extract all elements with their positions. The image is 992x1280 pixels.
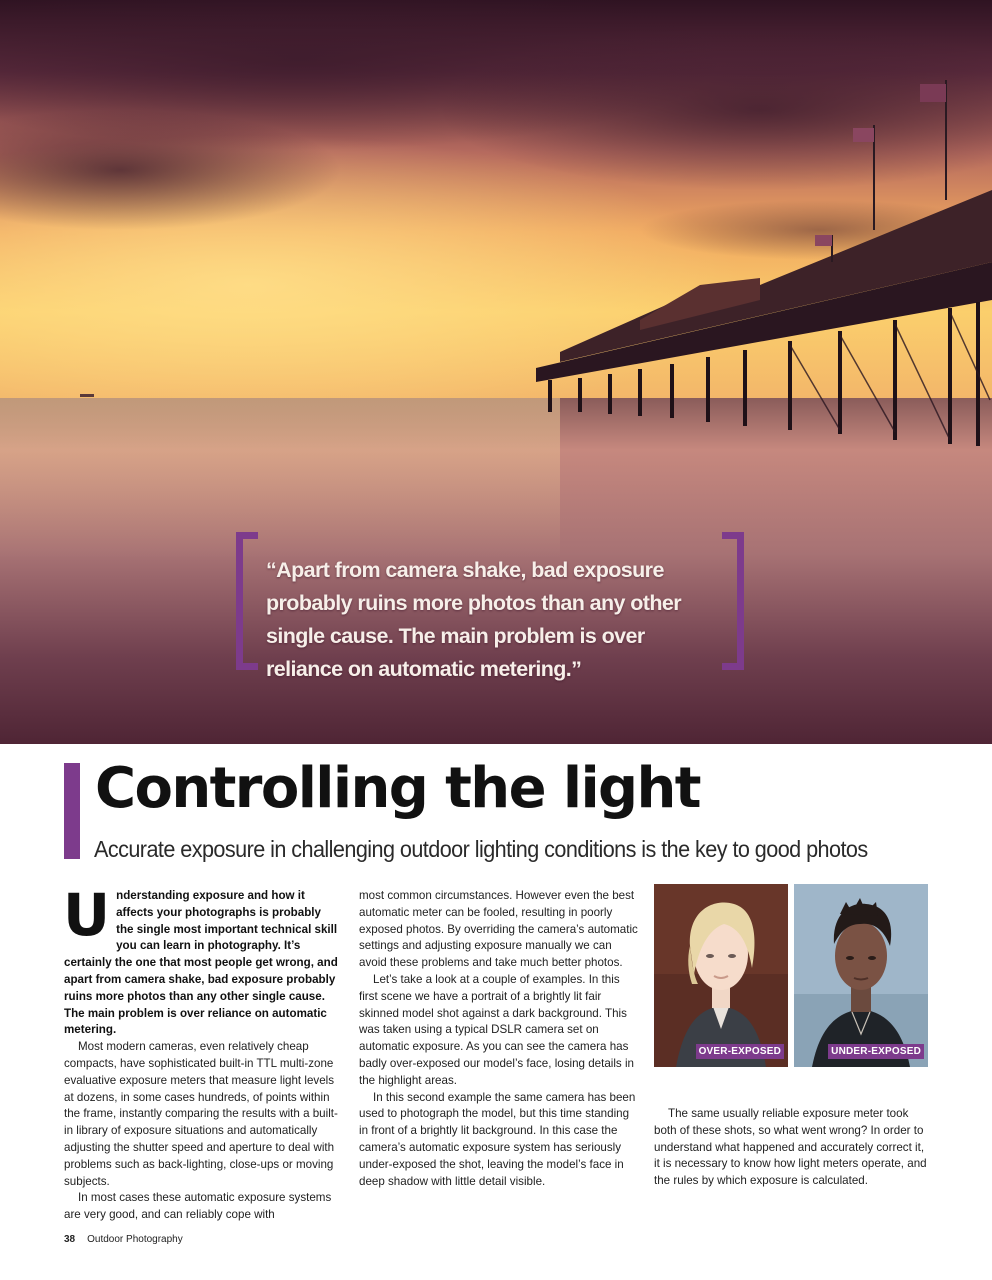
portrait-under-exposed-image: [794, 884, 928, 1067]
over-exposed-label: OVER-EXPOSED: [696, 1044, 784, 1059]
drop-cap: U: [63, 881, 111, 949]
quote-bracket-left: [236, 532, 258, 670]
article-title: Controlling the light: [95, 756, 700, 821]
page-number: 38: [64, 1234, 76, 1245]
article-standfirst: Accurate exposure in challenging outdoor lighting conditions is the key to good photos: [94, 836, 868, 862]
paragraph: In this second example the same camera has been used to photograph the model, but this time standing in front of a brightly lit background. In this case the camera’s automatic exposure system has seriously under-exposed the shot, leaving the model’s face in deep shadow with little detail visible.: [359, 1090, 636, 1188]
body-column-3: [654, 1106, 930, 1190]
title-accent-bar: [64, 763, 80, 859]
paragraph: In most cases these automatic exposure systems are very good, and can reliably cope with: [64, 1191, 332, 1222]
pull-quote: [236, 532, 744, 681]
lead-text: nderstanding exposure and how it affects your photographs is probably the single most important technical skill you can learn in photography. It’s certainly the one that most people get wrong, and apart from camera shake, bad exposure probably ruins more photos than any other single cause. The main problem is over reliance on automatic metering.: [64, 889, 338, 1037]
body-column-1: [63, 881, 338, 1224]
paragraph: most common circumstances. However even the best automatic meter can be fooled, resulting in poorly exposed photos. By overriding the camera’s automatic settings and adjusting exposure manually we can avoid these problems and take much better photos.: [359, 889, 638, 970]
paragraph: Most modern cameras, even relatively cheap compacts, have sophisticated built-in TTL multi-zone evaluative exposure meters that measure light levels at dozens, in some cases hundreds, of points within the frame, instantly comparing the results with a built-in library of exposure situations and automatically adjusting the shutter speed and aperture to deal with problems such as back-lighting, close-ups or moving subjects.: [64, 1040, 338, 1188]
over-exposed-photo: [654, 884, 788, 1067]
paragraph: Let’s take a look at a couple of examples. In this first scene we have a portrait of a brightly lit fair skinned model shot against a dark background. This was taken using a typical DSLR camera set on automatic exposure. As you can see the camera has badly over-exposed our model’s face, losing details in the highlight areas.: [359, 972, 634, 1087]
pull-quote-text: “Apart from camera shake, bad exposure probably ruins more photos than any other single cause. The main problem is over reliance on automatic metering.”: [266, 558, 681, 681]
magazine-name: Outdoor Photography: [87, 1234, 183, 1245]
paragraph: The same usually reliable exposure meter took both of these shots, so what went wrong? In order to understand what happened and accurately correct it, it is necessary to know how light meters operate, and the rules by which exposure is calculated.: [654, 1107, 927, 1188]
body-column-2: [359, 888, 639, 1190]
page-footer: [64, 1234, 183, 1245]
lead-paragraph: [63, 881, 338, 1039]
portrait-over-exposed-image: [654, 884, 788, 1067]
under-exposed-photo: [794, 884, 928, 1067]
under-exposed-label: UNDER-EXPOSED: [828, 1044, 924, 1059]
